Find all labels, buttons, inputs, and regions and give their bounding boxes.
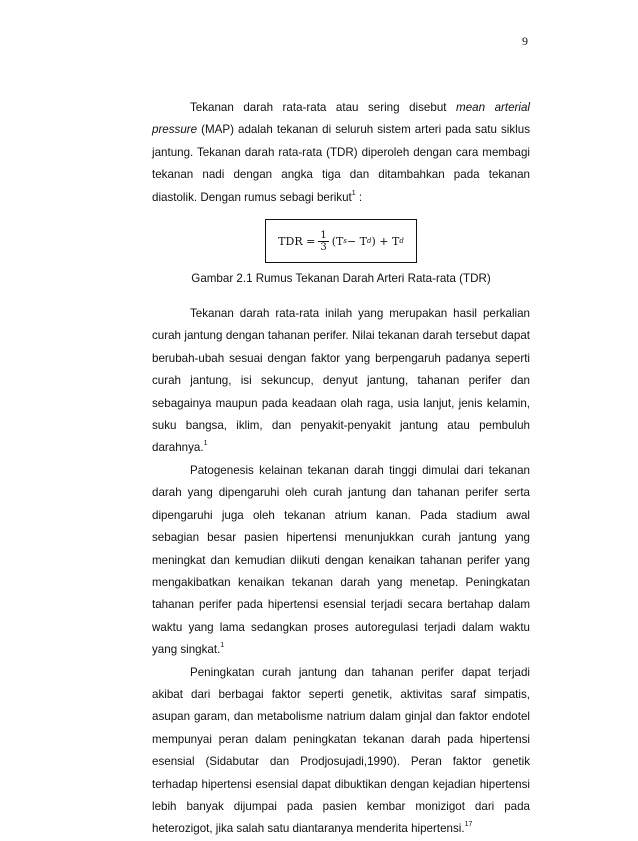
fraction-numerator: 1 [320, 229, 327, 241]
fraction-denominator: 3 [320, 241, 327, 253]
reference-superscript: 1 [220, 642, 225, 650]
formula-subscript: d [367, 237, 372, 246]
formula-term: − T [346, 234, 367, 248]
formula-lhs: TDR = [278, 234, 316, 248]
italic-term: mean arterial pressure [152, 101, 531, 137]
paragraph-text: (MAP) adalah tekanan di seluruh sistem arteri pada satu siklus jantung. Tekanan darah rata-rata (TDR) diperoleh dengan cara membagi tekanan nadi dengan angka tiga dan ditambahkan pada tekanan diastolik. Dengan rumus sebagi berikut [152, 123, 530, 204]
reference-superscript: 17 [464, 821, 473, 829]
formula-container [152, 219, 530, 263]
formula-term: (T [331, 234, 344, 248]
paragraph-tdr [152, 303, 530, 460]
formula-box [265, 219, 417, 263]
formula-subscript: d [399, 237, 404, 246]
paragraph-text: Tekanan darah rata-rata atau sering disebut [190, 101, 457, 114]
formula-term: ) + T [371, 234, 400, 248]
paragraph-factors [152, 662, 530, 841]
paragraph-map-definition [152, 97, 530, 209]
page-content [152, 97, 530, 841]
formula-subscript: s [343, 237, 347, 246]
reference-superscript: 1 [203, 440, 208, 448]
paragraph-text: Tekanan darah rata-rata inilah yang merupakan hasil perkalian curah jantung dengan tahanan perifer. Nilai tekanan darah tersebut dapat berubah-ubah sesuai dengan faktor yang berpengaruh padanya seperti curah jantung, isi sekuncup, denyut jantung, tahanan perifer dan sebagainya maupun pada keadaan olah raga, usia lanjut, jenis kelamin, suku bangsa, iklim, dan penyakit-penyakit jantung atau pembuluh darahnya. [152, 307, 530, 455]
paragraph-pathogenesis [152, 460, 530, 662]
paragraph-text: Patogenesis kelainan tekanan darah tinggi dimulai dari tekanan darah yang dipengaruhi oleh curah jantung dan tahanan perifer serta dipengaruhi juga oleh tekanan atrium kanan. Pada stadium awal sebagian besar pasien hipertensi menunjukkan curah jantung yang meningkat dan kemudian diikuti dengan kenaikan tahanan perifer yang mengakibatkan kenaikan tekanan darah yang menetap. Peningkatan tahanan perifer pada hipertensi esensial terjadi secara bertahap dalam waktu yang lama sedangkan proses autoregulasi terjadi dalam waktu yang singkat. [152, 463, 530, 657]
paragraph-text: : [355, 190, 363, 204]
reference-superscript: 1 [351, 189, 356, 197]
formula-fraction [318, 230, 328, 253]
figure-caption: Gambar 2.1 Rumus Tekanan Darah Arteri Rata-rata (TDR) [191, 272, 491, 286]
paragraph-text: Peningkatan curah jantung dan tahanan perifer dapat terjadi akibat dari berbagai faktor seperti genetik, aktivitas saraf simpatis, asupan garam, dan metabolisme natrium dalam ginjal dan faktor endotel mempunyai peran dalam peningkatan tekanan darah pada hipertensi esensial (Sidabutar dan Prodjosujadi,1990). Peran faktor genetik terhadap hipertensi esensial dapat dibuktikan dengan kejadian hipertensi lebih banyak dijumpai pada pasien kembar monizigot dari pada heterozigot, jika salah satu diantaranya menderita hipertensi. [152, 665, 530, 836]
page-number: 9 [522, 34, 528, 48]
